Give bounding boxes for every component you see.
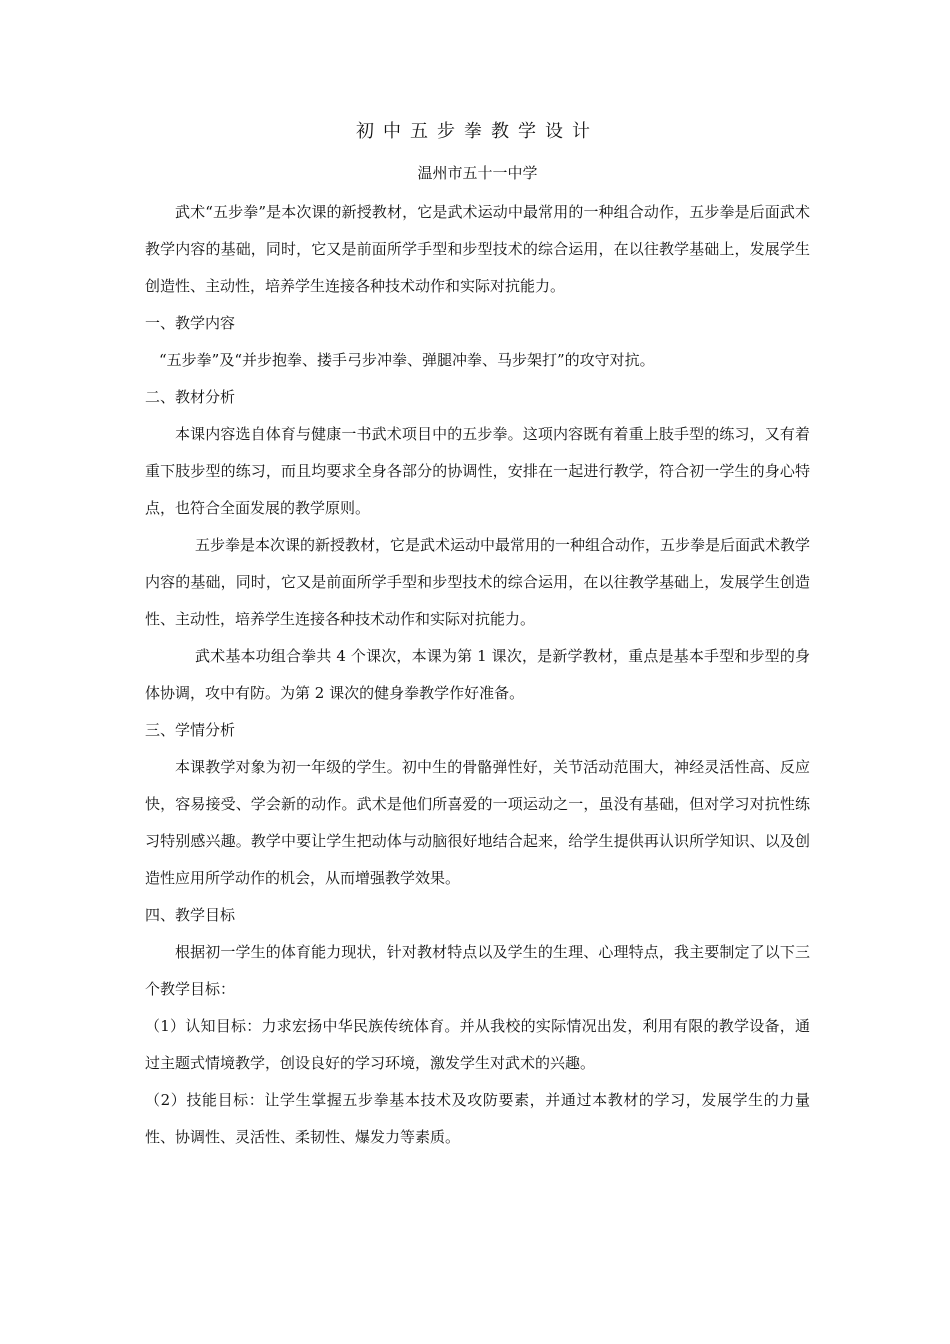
material-paragraph-1: 本课内容选自体育与健康一书武术项目中的五步拳。这项内容既有着重上肢手型的练习，又有着重下肢步型的练习，而且均要求全身各部分的协调性，安排在一起进行教学，符合初一学生的身心特点，也符合全面发展的教学原则。	[145, 425, 810, 517]
material-paragraph-3: 武术基本功组合拳共 4 个课次，本课为第 1 课次，是新学教材，重点是基本手型和步型的身体协调，攻中有防。为第 2 课次的健身拳教学作好准备。	[145, 647, 810, 702]
section-heading-student-analysis: 三、学情分析	[145, 721, 236, 739]
objectives-intro-paragraph: 根据初一学生的体育能力现状，针对教材特点以及学生的生理、心理特点，我主要制定了以下三个教学目标：	[145, 943, 810, 998]
school-name: 温州市五十一中学	[417, 164, 538, 182]
intro-paragraph: 武术“五步拳”是本次课的新授教材，它是武术运动中最常用的一种组合动作，五步拳是后面武术教学内容的基础，同时，它又是前面所学手型和步型技术的综合运用，在以往教学基础上，发展学生创造性、主动性，培养学生连接各种技术动作和实际对抗能力。	[145, 203, 810, 295]
section-heading-material-analysis: 二、教材分析	[145, 388, 236, 406]
objective-cognitive: （1）认知目标：力求宏扬中华民族传统体育。并从我校的实际情况出发，利用有限的教学设备，通过主题式情境教学，创设良好的学习环境，激发学生对武术的兴趣。	[145, 1017, 810, 1072]
document-title: 初中五步拳教学设计	[356, 121, 599, 142]
section-heading-content: 一、教学内容	[145, 314, 236, 332]
section-heading-objectives: 四、教学目标	[145, 906, 236, 924]
objective-skill: （2）技能目标：让学生掌握五步拳基本技术及攻防要素，并通过本教材的学习，发展学生的力量性、协调性、灵活性、柔韧性、爆发力等素质。	[145, 1091, 810, 1146]
content-paragraph: “五步拳”及“并步抱拳、搂手弓步冲拳、弹腿冲拳、马步架打”的攻守对抗。	[159, 351, 655, 369]
student-analysis-paragraph: 本课教学对象为初一年级的学生。初中生的骨骼弹性好，关节活动范围大，神经灵活性高、反应快，容易接受、学会新的动作。武术是他们所喜爱的一项运动之一，虽没有基础，但对学习对抗性练习特别感兴趣。教学中要让学生把动体与动脑很好地结合起来，给学生提供再认识所学知识、以及创造性应用所学动作的机会，从而增强教学效果。	[145, 758, 810, 887]
document-page	[145, 112, 810, 1156]
material-paragraph-2: 五步拳是本次课的新授教材，它是武术运动中最常用的一种组合动作，五步拳是后面武术教学内容的基础，同时，它又是前面所学手型和步型技术的综合运用，在以往教学基础上，发展学生创造性、主动性，培养学生连接各种技术动作和实际对抗能力。	[145, 536, 811, 628]
